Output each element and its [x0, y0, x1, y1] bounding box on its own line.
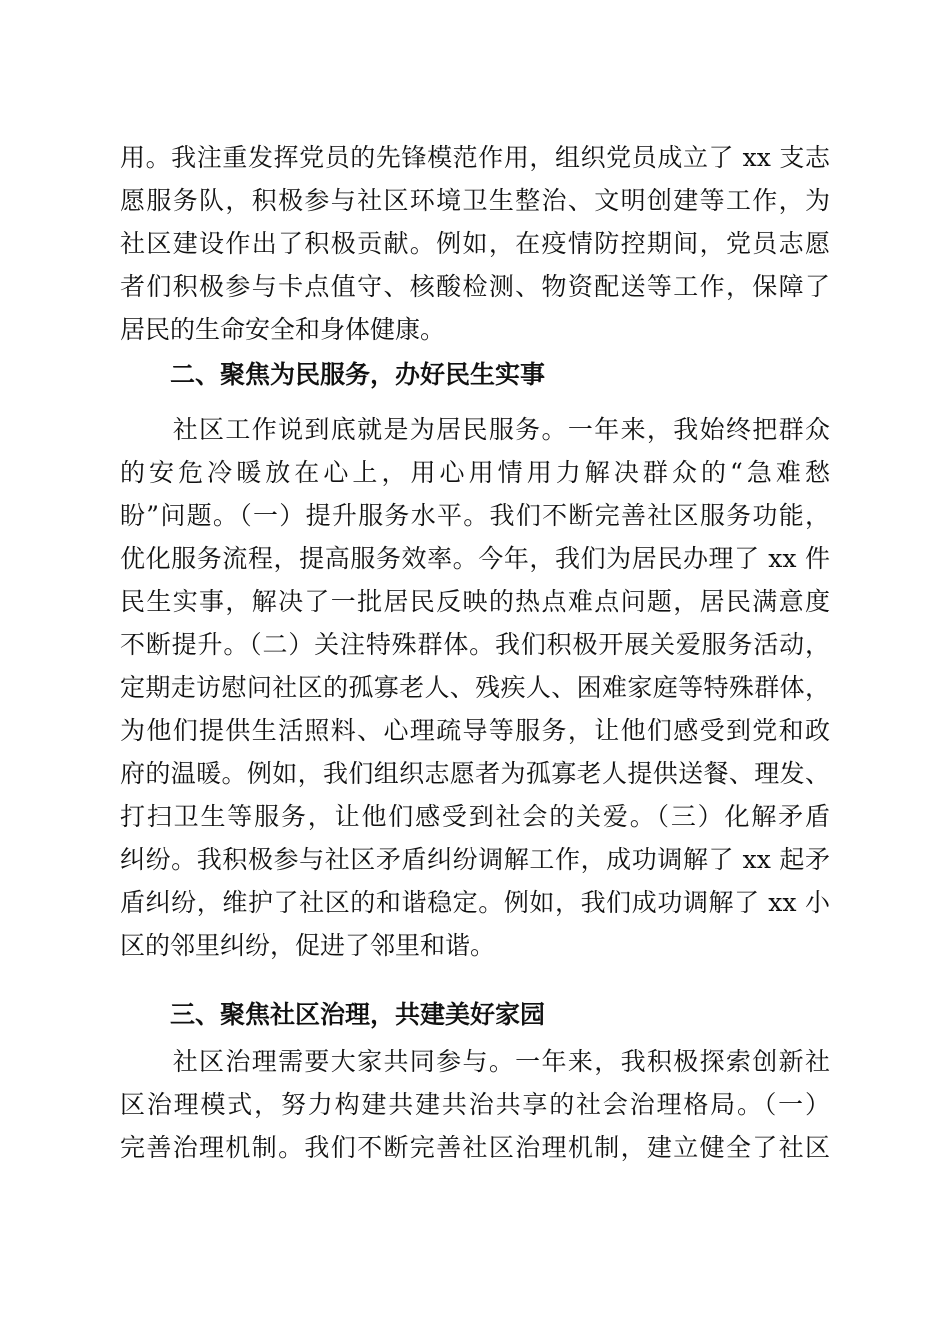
paragraph-line: 区治理模式，努力构建共建共治共享的社会治理格局。（一） [120, 1090, 830, 1119]
paragraph-2 [120, 408, 830, 967]
paragraph-line: 用。我注重发挥党员的先锋模范作用，组织党员成立了 xx 支志 [120, 143, 830, 172]
section-heading-2: 二、聚焦为民服务，办好民生实事 [170, 360, 546, 389]
paragraph-line: 盼”问题。（一）提升服务水平。我们不断完善社区服务功能， [120, 501, 830, 530]
paragraph-line: 纠纷。我积极参与社区矛盾纠纷调解工作，成功调解了 xx 起矛 [120, 845, 830, 874]
paragraph-line: 者们积极参与卡点值守、核酸检测、物资配送等工作，保障了 [120, 272, 830, 301]
paragraph-line: 府的温暖。例如，我们组织志愿者为孤寡老人提供送餐、理发、 [120, 759, 830, 788]
paragraph-line: 的安危冷暖放在心上，用心用情用力解决群众的“急难愁 [120, 458, 830, 487]
paragraph-line: 社区治理需要大家共同参与。一年来，我积极探索创新社 [120, 1047, 830, 1076]
paragraph-1 [120, 136, 830, 351]
paragraph-line: 优化服务流程，提高服务效率。今年，我们为居民办理了 xx 件 [120, 544, 830, 573]
paragraph-line: 民生实事，解决了一批居民反映的热点难点问题，居民满意度 [120, 587, 830, 616]
paragraph-line: 愿服务队，积极参与社区环境卫生整治、文明创建等工作，为 [120, 186, 830, 215]
section-heading-3: 三、聚焦社区治理，共建美好家园 [170, 1000, 546, 1029]
paragraph-line: 区的邻里纠纷，促进了邻里和谐。 [120, 931, 496, 960]
paragraph-line: 盾纠纷，维护了社区的和谐稳定。例如，我们成功调解了 xx 小 [120, 888, 830, 917]
paragraph-line: 居民的生命安全和身体健康。 [120, 315, 446, 344]
paragraph-line: 定期走访慰问社区的孤寡老人、残疾人、困难家庭等特殊群体， [120, 673, 830, 702]
paragraph-line: 打扫卫生等服务，让他们感受到社会的关爱。（三）化解矛盾 [120, 802, 830, 831]
paragraph-line: 社区建设作出了积极贡献。例如，在疫情防控期间，党员志愿 [120, 229, 830, 258]
paragraph-line: 完善治理机制。我们不断完善社区治理机制，建立健全了社区 [120, 1133, 830, 1162]
paragraph-line: 不断提升。（二）关注特殊群体。我们积极开展关爱服务活动， [120, 630, 830, 659]
paragraph-line: 社区工作说到底就是为居民服务。一年来，我始终把群众 [120, 415, 830, 444]
paragraph-3 [120, 1040, 830, 1169]
paragraph-line: 为他们提供生活照料、心理疏导等服务，让他们感受到党和政 [120, 716, 830, 745]
